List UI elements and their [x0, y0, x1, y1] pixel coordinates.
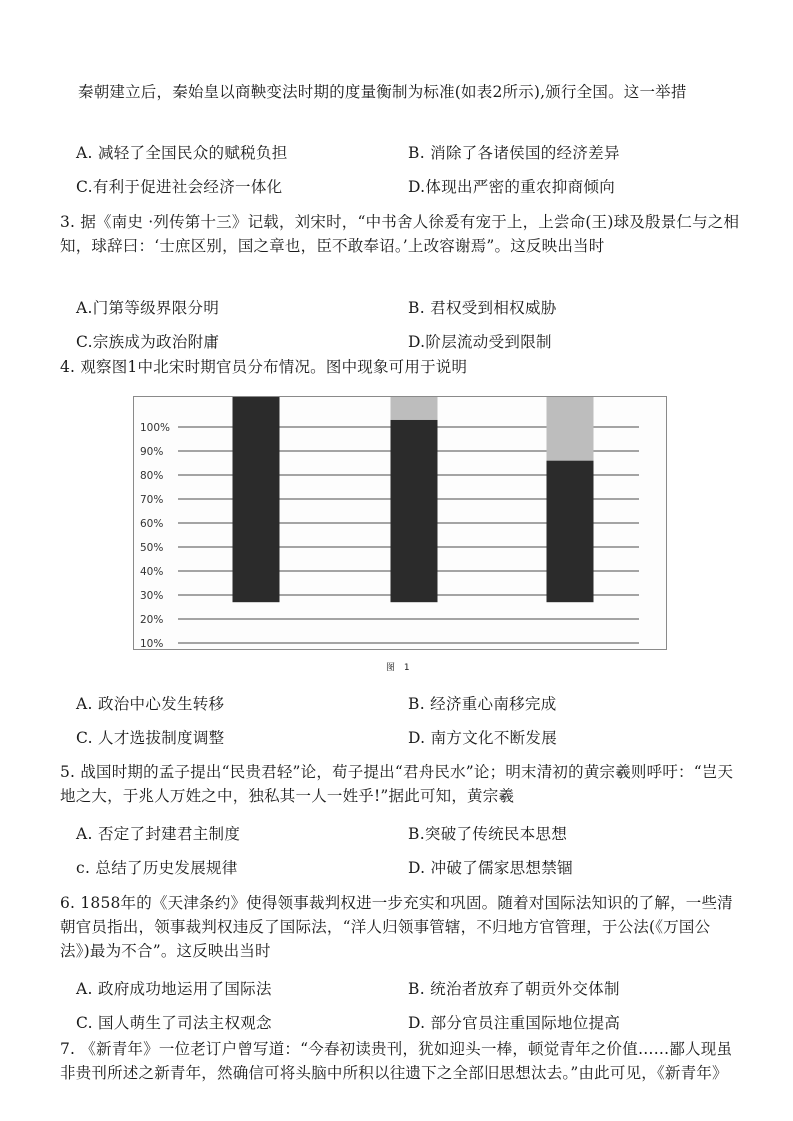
question-2-option-d[interactable]: D.体现出严密的重农抑商倾向 [408, 178, 616, 196]
question-5-stem: 5. 战国时期的孟子提出“民贵君轻”论，荀子提出“君舟民水”论；明末清初的黄宗羲则呼吁：“岂天地之大，于兆人万姓之中，独私其一人一姓乎!”据此可知，黄宗羲 [60, 763, 734, 806]
question-5-option-a[interactable]: A. 否定了封建君主制度 [76, 825, 241, 843]
stacked-bar-chart [134, 397, 666, 649]
figure-caption: 图 1 [386, 663, 413, 673]
y-tick-label: 10% [140, 638, 164, 649]
question-5-option-c[interactable]: c. 总结了历史发展规律 [76, 859, 238, 877]
question-6-option-b[interactable]: B. 统治者放弃了朝贡外交体制 [408, 980, 620, 998]
y-tick-label: 100% [140, 422, 171, 434]
question-3-stem: 3. 据《南史 ·列传第十三》记载，刘宋时，“中书舍人徐爰有宠于上，上尝命(王)球及殷景仁与之相知，球辞曰：‘士庶区别，国之章也，臣不敢奉诏。’上改容谢焉”。这反映出当时 [60, 213, 740, 256]
question-2-option-c[interactable]: C.有利于促进社会经济一体化 [76, 178, 283, 196]
y-tick-label: 90% [140, 446, 164, 458]
question-5-option-b[interactable]: B.突破了传统民本思想 [408, 825, 568, 843]
y-tick-label: 70% [140, 494, 164, 506]
y-tick-label: 40% [140, 566, 164, 578]
question-3-option-a[interactable]: A.门第等级界限分明 [76, 299, 220, 317]
bar-segment [233, 397, 280, 602]
question-6-stem: 6. 1858年的《天津条约》使得领事裁判权进一步充实和巩固。随着对国际法知识的了解，一些清朝官员指出，领事裁判权违反了国际法，“洋人归领事管辖，不归地方官管理，于公法(《万国公法》)最为不合”。这反映出当时 [60, 894, 733, 961]
question-2-option-b[interactable]: B. 消除了各诸侯国的经济差异 [408, 144, 620, 162]
question-5-option-d[interactable]: D. 冲破了儒家思想禁锢 [408, 859, 573, 877]
official-distribution-chart [133, 396, 667, 650]
question-3-option-b[interactable]: B. 君权受到相权威胁 [408, 299, 557, 317]
question-3-option-c[interactable]: C.宗族成为政治附庸 [76, 333, 220, 351]
bar-segment [391, 420, 438, 602]
question-4-option-b[interactable]: B. 经济重心南移完成 [408, 695, 557, 713]
question-4-stem: 4. 观察图1中北宋时期官员分布情况。图中现象可用于说明 [60, 358, 468, 376]
question-6-option-a[interactable]: A. 政府成功地运用了国际法 [76, 980, 272, 998]
bar-segment [391, 397, 438, 420]
question-3-option-d[interactable]: D.阶层流动受到限制 [408, 333, 552, 351]
question-7-stem: 7. 《新青年》一位老订户曾写道：“今春初读贵刊，犹如迎头一棒，顿觉青年之价值……鄙人现虽非贵刊所述之新青年，然确信可将头脑中所积以往遗下之全部旧思想汰去。”由此可见，《新青年》 [60, 1040, 733, 1083]
question-4-option-a[interactable]: A. 政治中心发生转移 [76, 695, 225, 713]
question-6-option-d[interactable]: D. 部分官员注重国际地位提高 [408, 1014, 621, 1032]
question-4-option-c[interactable]: C. 人才选拔制度调整 [76, 729, 225, 747]
y-tick-label: 80% [140, 470, 164, 482]
bar-segment [547, 461, 594, 603]
y-tick-label: 50% [140, 542, 164, 554]
bar-segment [547, 397, 594, 461]
y-tick-label: 30% [140, 590, 164, 602]
question-6-option-c[interactable]: C. 国人萌生了司法主权观念 [76, 1014, 272, 1032]
y-tick-label: 20% [140, 614, 164, 626]
y-tick-label: 60% [140, 518, 164, 530]
question-4-option-d[interactable]: D. 南方文化不断发展 [408, 729, 558, 747]
question-2-stem: 秦朝建立后，秦始皇以商鞅变法时期的度量衡制为标准(如表2所示),颁行全国。这一举措 [78, 83, 687, 101]
question-2-option-a[interactable]: A. 减轻了全国民众的赋税负担 [76, 144, 288, 162]
